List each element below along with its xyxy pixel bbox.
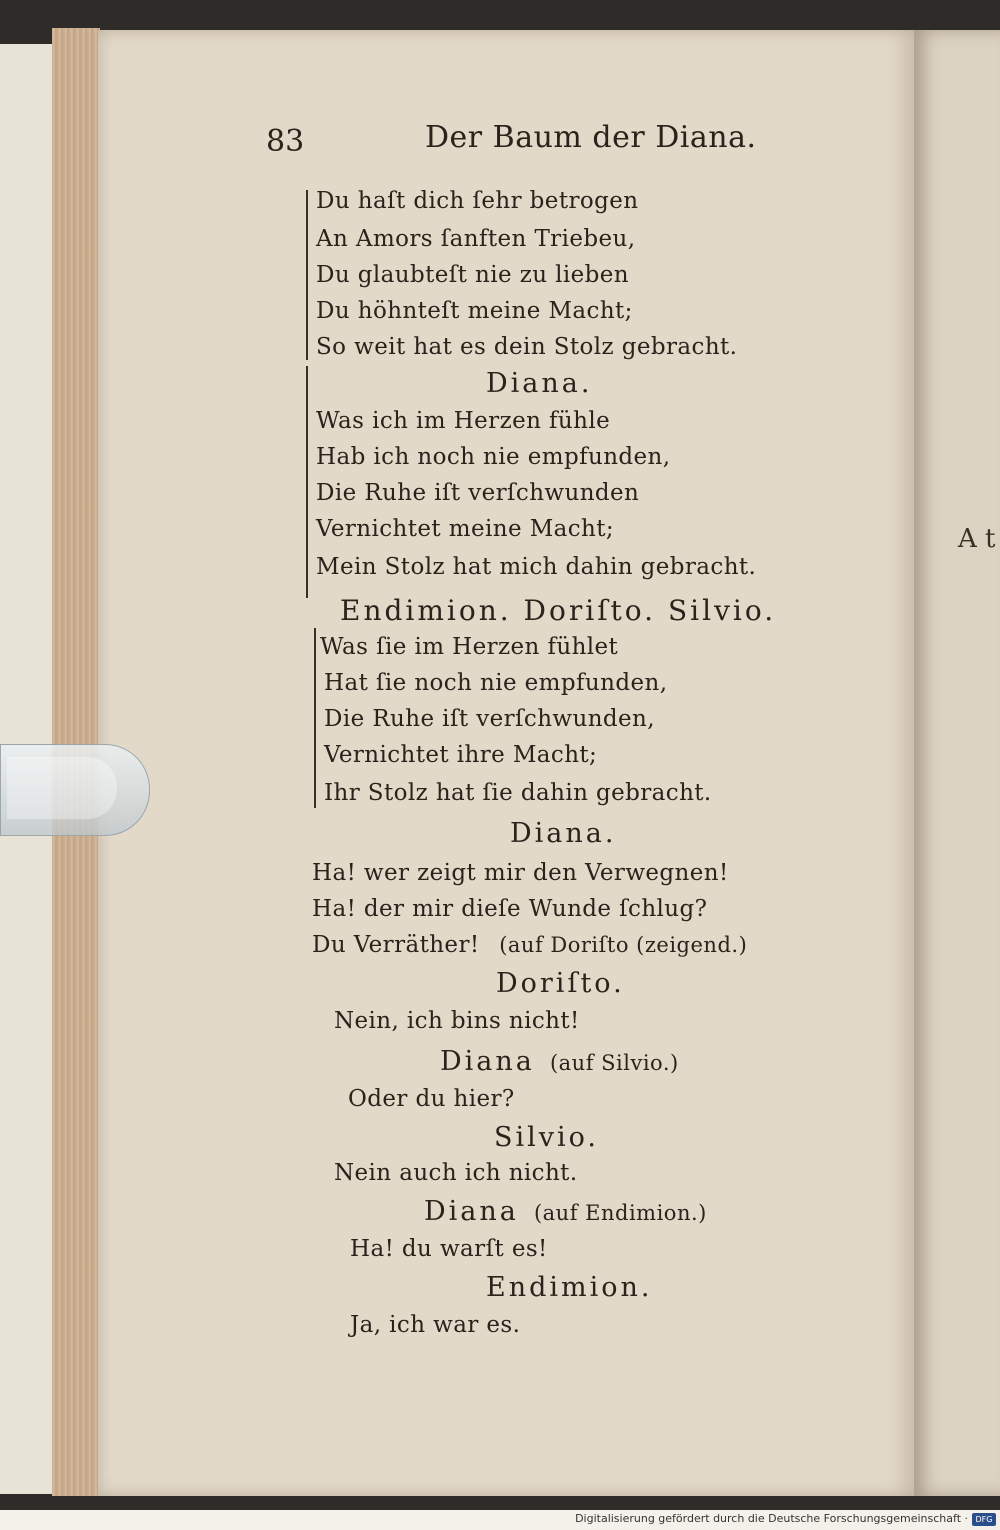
verse-bracket-1 bbox=[306, 190, 308, 360]
verse-line: Ha! wer zeigt mir den Verwegnen! bbox=[312, 860, 729, 886]
verse-line: Ja, ich war es. bbox=[350, 1312, 521, 1338]
verse-bracket-3 bbox=[314, 628, 316, 808]
verse-line: Ha! du warſt es! bbox=[350, 1236, 548, 1262]
verse-line: Ha! der mir dieſe Wunde ſchlug? bbox=[312, 896, 708, 922]
running-title: Der Baum der Diana. bbox=[425, 120, 757, 155]
next-page-fragment: A t bbox=[958, 524, 996, 554]
speaker-name: Doriſto. bbox=[496, 968, 625, 999]
verse-line: Du haſt dich ſehr betrogen bbox=[316, 188, 639, 214]
verse-line: Hab ich noch nie empfunden, bbox=[316, 444, 671, 470]
speaker-line bbox=[424, 1196, 707, 1227]
speaker-name: Diana. bbox=[510, 818, 617, 849]
speaker-name: Silvio. bbox=[494, 1122, 600, 1153]
speaker-name: Diana bbox=[440, 1046, 535, 1077]
verse-line: Nein auch ich nicht. bbox=[334, 1160, 578, 1186]
stage-direction: (auf Doriſto (zeigend.) bbox=[499, 933, 748, 957]
verse-line: Vernichtet ihre Macht; bbox=[324, 742, 598, 768]
verse-line: Die Ruhe iſt verſchwunden, bbox=[324, 706, 655, 732]
verse-line: Hat ſie noch nie empfunden, bbox=[324, 670, 668, 696]
verse-bracket-2 bbox=[306, 366, 308, 598]
verse-text: Du Verräther! bbox=[312, 932, 480, 958]
funding-credit: Digitalisierung gefördert durch die Deutsche Forschungsgemeinschaft · bbox=[575, 1512, 968, 1525]
bookmark-clip-highlight bbox=[7, 757, 117, 819]
speaker-line bbox=[440, 1046, 679, 1077]
bookmark-clip bbox=[0, 744, 150, 836]
stage-direction: (auf Silvio.) bbox=[549, 1051, 679, 1075]
verse-line: Du höhnteſt meine Macht; bbox=[316, 298, 633, 324]
verse-line: Was ſie im Herzen fühlet bbox=[320, 634, 619, 660]
verse-line: Vernichtet meine Macht; bbox=[316, 516, 615, 542]
speaker-name: Diana. bbox=[486, 368, 593, 399]
next-page-edge bbox=[914, 30, 1000, 1496]
verse-line: Die Ruhe iſt verſchwunden bbox=[316, 480, 640, 506]
footer bbox=[0, 1510, 1000, 1530]
verse-line-accuse bbox=[312, 932, 747, 958]
verse-line: So weit hat es dein Stolz gebracht. bbox=[316, 334, 738, 360]
speaker-name: Endimion. Doriſto. Silvio. bbox=[340, 594, 777, 627]
verse-line: An Amors ſanften Triebeu, bbox=[316, 226, 636, 252]
page-number: 83 bbox=[266, 124, 305, 159]
dfg-logo: DFG bbox=[972, 1513, 996, 1526]
verse-line: Du glaubteſt nie zu lieben bbox=[316, 262, 630, 288]
stage-direction: (auf Endimion.) bbox=[533, 1201, 707, 1225]
verse-line: Oder du hier? bbox=[348, 1086, 515, 1112]
speaker-name: Diana bbox=[424, 1196, 519, 1227]
verse-line: Nein, ich bins nicht! bbox=[334, 1008, 580, 1034]
verse-line: Ihr Stolz hat ſie dahin gebracht. bbox=[324, 780, 712, 806]
verse-line: Mein Stolz hat mich dahin gebracht. bbox=[316, 554, 757, 580]
speaker-name: Endimion. bbox=[486, 1272, 653, 1303]
verse-line: Was ich im Herzen fühle bbox=[316, 408, 611, 434]
